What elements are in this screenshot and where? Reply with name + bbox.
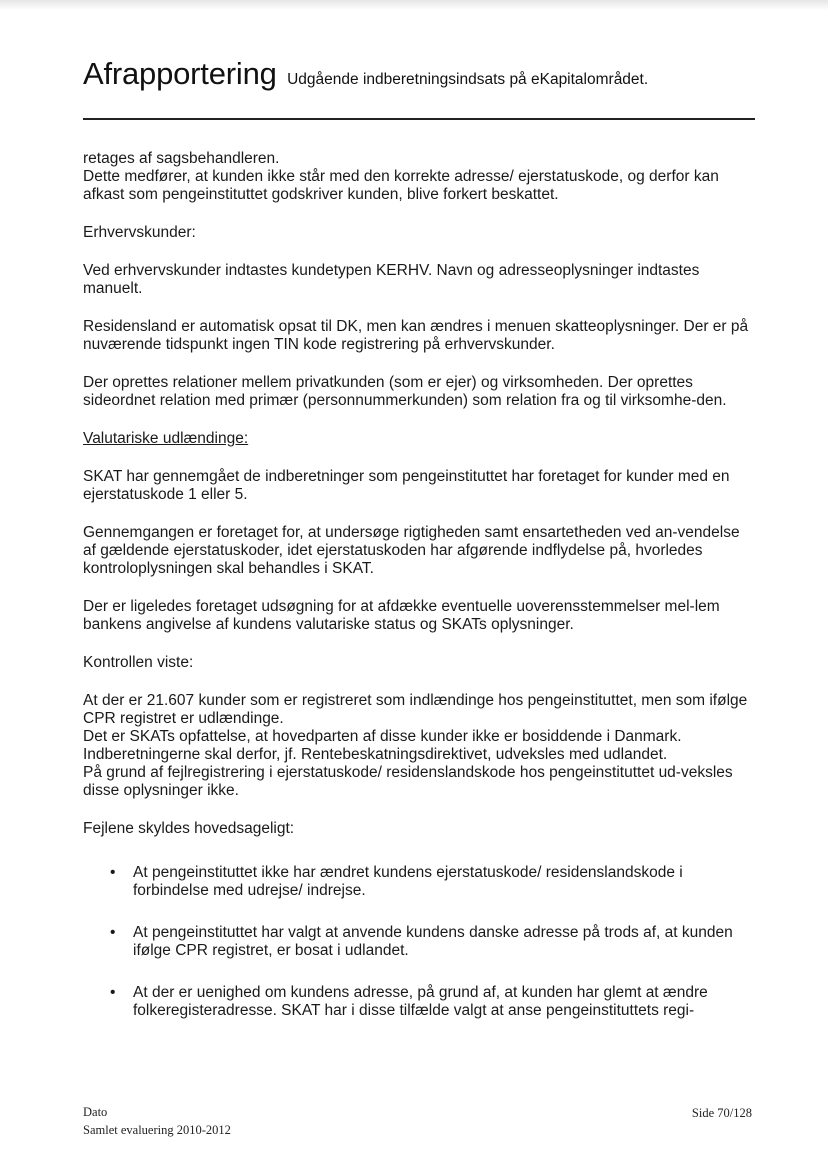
- paragraph: Der er ligeledes foretaget udsøgning for at afdække eventuelle uoverensstemmelser mel-lem bankens angivelse af kundens valutariske status og SKATs oplysninger.: [83, 598, 720, 633]
- page-number: Side 70/128: [691, 1106, 752, 1120]
- paragraph: Gennemgangen er foretaget for, at undersøge rigtigheden samt ensartetheden ved an-vendelse af gældende ejerstatuskoder, idet ejerstatuskoden har afgørende indflydelse på, hvorledes kontroloplysningen skal behandles i SKAT.: [83, 524, 740, 577]
- paragraph: Det er SKATs opfattelse, at hovedparten af disse kunder ikke er bosiddende i Danmark.: [83, 728, 682, 745]
- section-heading-currency-foreigners: Valutariske udlændinge:: [83, 430, 249, 447]
- bullet-icon: •: [110, 864, 116, 881]
- list-item: [83, 924, 755, 960]
- document-body: [83, 150, 755, 1044]
- section-heading-business-customers: Erhvervskunder:: [83, 224, 196, 241]
- page-top-edge: [0, 0, 828, 10]
- paragraph: retages af sagsbehandleren.: [83, 150, 280, 167]
- page-footer: [83, 1103, 231, 1139]
- list-item: [83, 864, 755, 900]
- paragraph: På grund af fejlregistrering i ejerstatuskode/ residenslandskode hos pengeinstituttet ud-veksles disse oplysninger ikke.: [83, 764, 733, 799]
- list-item-text: At der er uenighed om kundens adresse, på grund af, at kunden har glemt at ændre folkeregisteradresse. SKAT har i disse tilfælde valgt at anse pengeinstituttets regi-: [133, 984, 708, 1019]
- paragraph: Indberetningerne skal derfor, jf. Rentebeskatningsdirektivet, udveksles med udlandet.: [83, 746, 668, 763]
- footer-document-name: Samlet evaluering 2010-2012: [83, 1123, 231, 1137]
- paragraph: Dette medfører, at kunden ikke står med den korrekte adresse/ ejerstatuskode, og derfor kan afkast som pengeinstituttet godskriver kunden, blive forkert beskattet.: [83, 168, 719, 203]
- paragraph: SKAT har gennemgået de indberetninger som pengeinstituttet har foretaget for kunder med en ejerstatuskode 1 eller 5.: [83, 468, 730, 503]
- list-item-text: At pengeinstituttet ikke har ændret kundens ejerstatuskode/ residenslandskode i forbindelse med udrejse/ indrejse.: [133, 864, 683, 899]
- bullet-icon: •: [110, 924, 116, 941]
- paragraph: Kontrollen viste:: [83, 654, 194, 671]
- paragraph: At der er 21.607 kunder som er registreret som indlændinge hos pengeinstituttet, men som ifølge CPR registret er udlændinge.: [83, 692, 748, 727]
- list-item: [83, 984, 755, 1020]
- footer-date-label: Dato: [83, 1105, 108, 1119]
- paragraph: Residensland er automatisk opsat til DK, men kan ændres i menuen skatteoplysninger. Der er på nuværende tidspunkt ingen TIN kode registrering på erhvervskunder.: [83, 318, 749, 353]
- paragraph: Ved erhvervskunder indtastes kundetypen KERHV. Navn og adresseoplysninger indtastes manuelt.: [83, 262, 700, 297]
- paragraph: Fejlene skyldes hovedsageligt:: [83, 820, 295, 837]
- bullet-list: [83, 864, 755, 1020]
- list-item-text: At pengeinstituttet har valgt at anvende kundens danske adresse på trods af, at kunden ifølge CPR registret, er bosat i udlandet.: [133, 924, 733, 959]
- page-header: [83, 56, 763, 92]
- header-rule: [83, 118, 755, 120]
- paragraph: Der oprettes relationer mellem privatkunden (som er ejer) og virksomheden. Der oprettes sideordnet relation med primær (personnummerkunden) som relation fra og til virksomhe-den.: [83, 374, 727, 409]
- page-title: Afrapportering: [83, 56, 277, 91]
- page-subtitle: Udgående indberetningsindsats på eKapitalområdet.: [287, 71, 649, 88]
- bullet-icon: •: [110, 984, 116, 1001]
